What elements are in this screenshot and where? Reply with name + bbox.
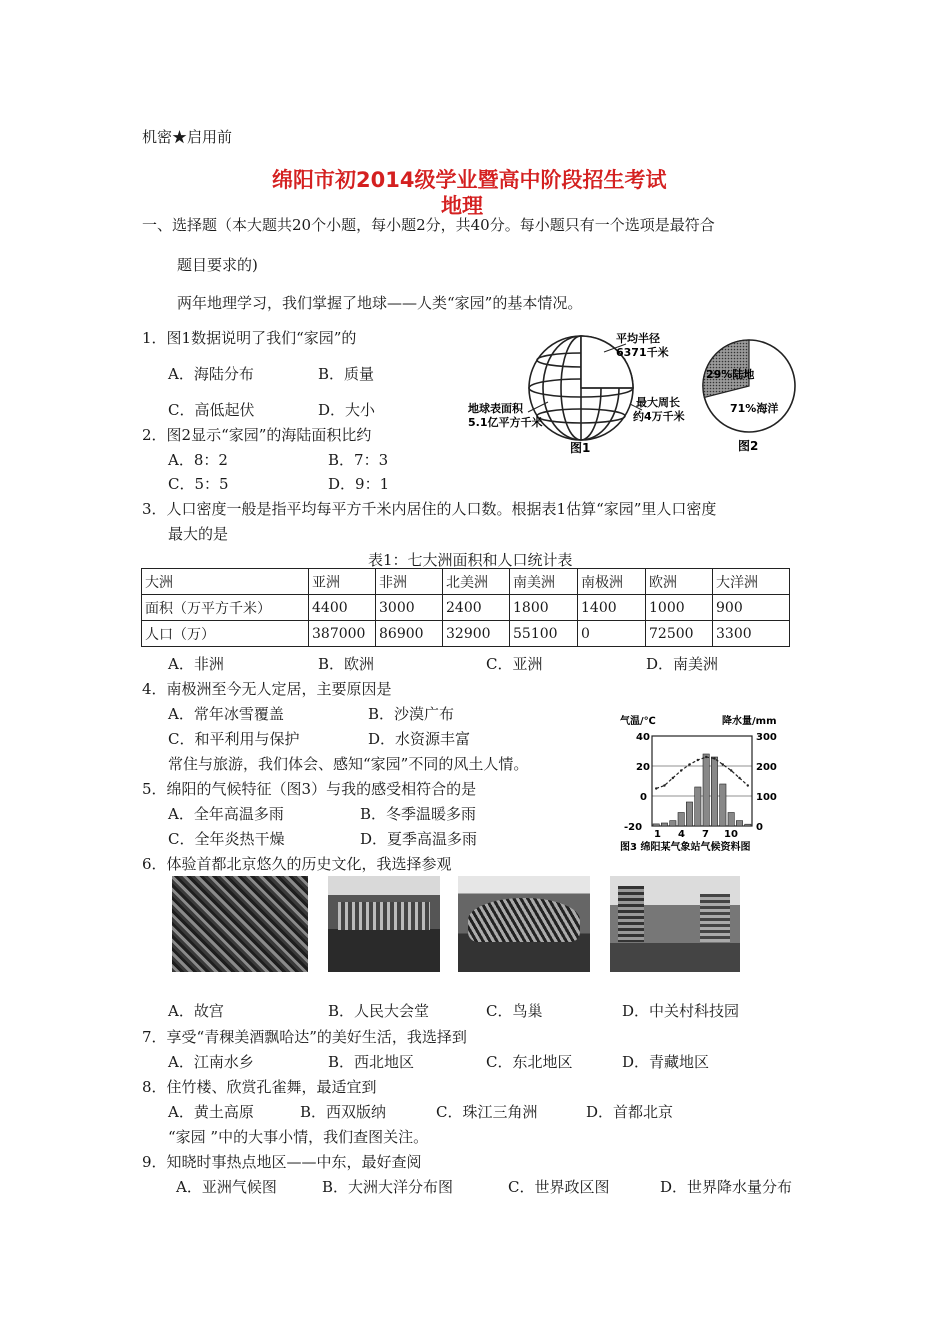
q8-option-a: A．黄土高原 (168, 1103, 254, 1121)
table-cell: 大洋洲 (713, 569, 790, 595)
q2-option-a: A．8：2 (168, 451, 228, 469)
q6-option-b: B．人民大会堂 (328, 1002, 430, 1020)
continent-table (141, 568, 790, 647)
q4-stem: 4．南极洲至今无人定居，主要原因是 (142, 680, 392, 698)
table-cell: 1800 (510, 595, 578, 621)
fig3-temperature-line (656, 757, 748, 789)
table-cell: 欧洲 (646, 569, 713, 595)
table-title: 表1：七大洲面积和人口统计表 (368, 551, 573, 569)
q6-option-d: D．中关村科技园 (622, 1002, 740, 1020)
q9-option-d: D．世界降水量分布 (660, 1178, 793, 1196)
q7-option-b: B．西北地区 (328, 1053, 415, 1071)
fig3-x-tick: 7 (702, 829, 709, 840)
q7-option-d: D．青藏地区 (622, 1053, 710, 1071)
temperature-point (663, 784, 665, 786)
fig3-x-tick: 4 (678, 829, 685, 840)
rain-bar (670, 821, 676, 826)
subject-title: 地理 (441, 194, 483, 218)
fig2-ocean-label: 71%海洋 (730, 402, 779, 415)
q6-option-a: A．故宫 (168, 1002, 224, 1020)
q8-option-b: B．西双版纳 (300, 1103, 387, 1121)
temperature-point (730, 769, 732, 771)
q5-stem: 5．绵阳的气候特征（图3）与我的感受相符合的是 (142, 780, 477, 798)
temperature-point (680, 769, 682, 771)
table-row (142, 621, 790, 647)
temperature-point (688, 763, 690, 765)
rain-bar (711, 757, 717, 826)
q9-option-c: C．世界政区图 (508, 1178, 610, 1196)
q3-option-c: C．亚洲 (486, 655, 543, 673)
intro-2: 常住与旅游，我们体会、感知“家园”不同的风土人情。 (168, 755, 529, 773)
fig3-x-tick: 10 (724, 829, 738, 840)
table-cell: 人口（万） (142, 621, 309, 647)
table-cell: 387000 (309, 621, 376, 647)
table-cell: 1000 (646, 595, 713, 621)
q5-option-c: C．全年炎热干燥 (168, 830, 285, 848)
q5-option-b: B．冬季温暖多雨 (360, 805, 477, 823)
q2-option-d: D．9：1 (328, 475, 390, 493)
figure-1-globe (466, 330, 698, 458)
q6-option-c: C．鸟巢 (486, 1002, 543, 1020)
temperature-point (722, 763, 724, 765)
q1-option-d: D．大小 (318, 401, 376, 419)
fig3-rain-axis-label: 降水量/mm (722, 716, 777, 727)
q7-option-a: A．江南水乡 (168, 1053, 254, 1071)
table-cell: 3000 (376, 595, 443, 621)
table-cell: 大洲 (142, 569, 309, 595)
fig2-land-label: 29%陆地 (706, 368, 755, 381)
fig3-plot-frame (652, 736, 752, 826)
rain-bar (728, 813, 734, 827)
table-cell: 南极洲 (578, 569, 646, 595)
table-cell: 32900 (443, 621, 510, 647)
fig3-temp-axis-label: 气温/℃ (620, 716, 656, 727)
figure-2-pie (694, 336, 804, 456)
rain-bar (695, 787, 701, 826)
q9-stem: 9．知晓时事热点地区——中东，最好查阅 (142, 1153, 422, 1171)
figure-3-climate-chart (618, 712, 788, 854)
table-cell: 北美洲 (443, 569, 510, 595)
table-cell: 面积（万平方千米） (142, 595, 309, 621)
fig1-caption: 图1 (570, 441, 591, 455)
q8-stem: 8．住竹楼、欣赏孔雀舞，最适宜到 (142, 1078, 377, 1096)
fig3-rain-bars (653, 754, 751, 826)
rain-bar (703, 754, 709, 826)
temperature-point (738, 777, 740, 779)
temperature-point (705, 756, 707, 758)
q2-option-c: C．5：5 (168, 475, 229, 493)
table-cell: 3300 (713, 621, 790, 647)
q3-stem: 3．人口密度一般是指平均每平方千米内居住的人口数。根据表1估算“家园”里人口密度 (142, 500, 717, 518)
q2-stem: 2．图2显示“家园”的海陆面积比约 (142, 426, 372, 444)
rain-bar (736, 821, 742, 826)
fig3-left-tick: -20 (624, 822, 643, 833)
table-cell: 非洲 (376, 569, 443, 595)
q7-option-c: C．东北地区 (486, 1053, 573, 1071)
fig1-circumference-value: 约4万千米 (633, 410, 685, 423)
table-cell: 0 (578, 621, 646, 647)
fig2-caption: 图2 (738, 439, 759, 453)
fig3-right-tick: 100 (756, 792, 777, 803)
section-intro: 两年地理学习，我们掌握了地球——人类“家园”的基本情况。 (177, 294, 583, 312)
fig1-circumference-label: 最大周长 (636, 396, 680, 409)
fig1-area-label: 地球表面积 (468, 402, 523, 415)
q6-stem: 6．体验首都北京悠久的历史文化，我选择参观 (142, 855, 452, 873)
table-cell: 4400 (309, 595, 376, 621)
confidential-label: 机密★启用前 (142, 128, 233, 146)
fig3-right-tick: 200 (756, 762, 777, 773)
temperature-point (713, 757, 715, 759)
table-cell: 86900 (376, 621, 443, 647)
q4-option-b: B．沙漠广布 (368, 705, 455, 723)
fig1-radius-label: 平均半径 (616, 332, 660, 345)
q3-stem-cont: 最大的是 (168, 525, 229, 543)
table-cell: 900 (713, 595, 790, 621)
section-heading-cont: 题目要求的) (177, 256, 258, 274)
fig3-right-tick: 300 (756, 732, 777, 743)
q4-option-c: C．和平利用与保护 (168, 730, 300, 748)
table-cell: 亚洲 (309, 569, 376, 595)
fig3-caption: 图3 绵阳某气象站气候资料图 (620, 842, 751, 853)
q1-option-c: C．高低起伏 (168, 401, 255, 419)
q2-option-b: B．7：3 (328, 451, 389, 469)
q1-stem: 1．图1数据说明了我们“家园”的 (142, 329, 357, 347)
rain-bar (745, 824, 751, 826)
table-cell: 72500 (646, 621, 713, 647)
q3-option-b: B．欧洲 (318, 655, 375, 673)
q9-option-a: A．亚洲气候图 (176, 1178, 277, 1196)
rain-bar (661, 823, 667, 826)
rain-bar (720, 784, 726, 826)
table-header-row (142, 569, 790, 595)
temperature-point (672, 777, 674, 779)
photo-forbidden-city (172, 876, 308, 972)
exam-title: 绵阳市初2014级学业暨高中阶段招生考试 (272, 168, 667, 192)
q7-stem: 7．享受“青稞美酒飘哈达”的美好生活，我选择到 (142, 1028, 467, 1046)
q5-option-a: A．全年高温多雨 (168, 805, 284, 823)
temperature-point (697, 759, 699, 761)
fig3-right-tick: 0 (756, 822, 763, 833)
q9-option-b: B．大洲大洋分布图 (322, 1178, 454, 1196)
q1-option-b: B．质量 (318, 365, 375, 383)
rain-bar (678, 813, 684, 827)
q4-option-a: A．常年冰雪覆盖 (168, 705, 284, 723)
q8-option-c: C．珠江三角洲 (436, 1103, 538, 1121)
rain-bar (653, 824, 659, 826)
photo-birds-nest (458, 876, 590, 972)
fig3-left-tick: 0 (640, 792, 647, 803)
q3-option-d: D．南美洲 (646, 655, 719, 673)
table-cell: 55100 (510, 621, 578, 647)
photo-great-hall (328, 876, 440, 972)
section-heading: 一、选择题（本大题共20个小题，每小题2分，共40分。每小题只有一个选项是最符合 (142, 216, 715, 234)
q3-option-a: A．非洲 (168, 655, 224, 673)
q1-option-a: A．海陆分布 (168, 365, 254, 383)
fig1-area-value: 5.1亿平方千米 (468, 416, 543, 429)
fig3-x-tick: 1 (654, 829, 661, 840)
table-row (142, 595, 790, 621)
table-cell: 1400 (578, 595, 646, 621)
table-cell: 南美洲 (510, 569, 578, 595)
table-cell: 2400 (443, 595, 510, 621)
fig3-left-tick: 20 (636, 762, 650, 773)
fig1-radius-value: 6371千米 (616, 346, 669, 359)
fig3-left-tick: 40 (636, 732, 650, 743)
photo-zhongguancun (610, 876, 740, 972)
q8-option-d: D．首都北京 (586, 1103, 674, 1121)
intro-3: “家园 ”中的大事小情，我们查图关注。 (168, 1128, 429, 1146)
temperature-point (747, 784, 749, 786)
rain-bar (686, 802, 692, 826)
q4-option-d: D．水资源丰富 (368, 730, 471, 748)
q5-option-d: D．夏季高温多雨 (360, 830, 478, 848)
temperature-point (655, 787, 657, 789)
